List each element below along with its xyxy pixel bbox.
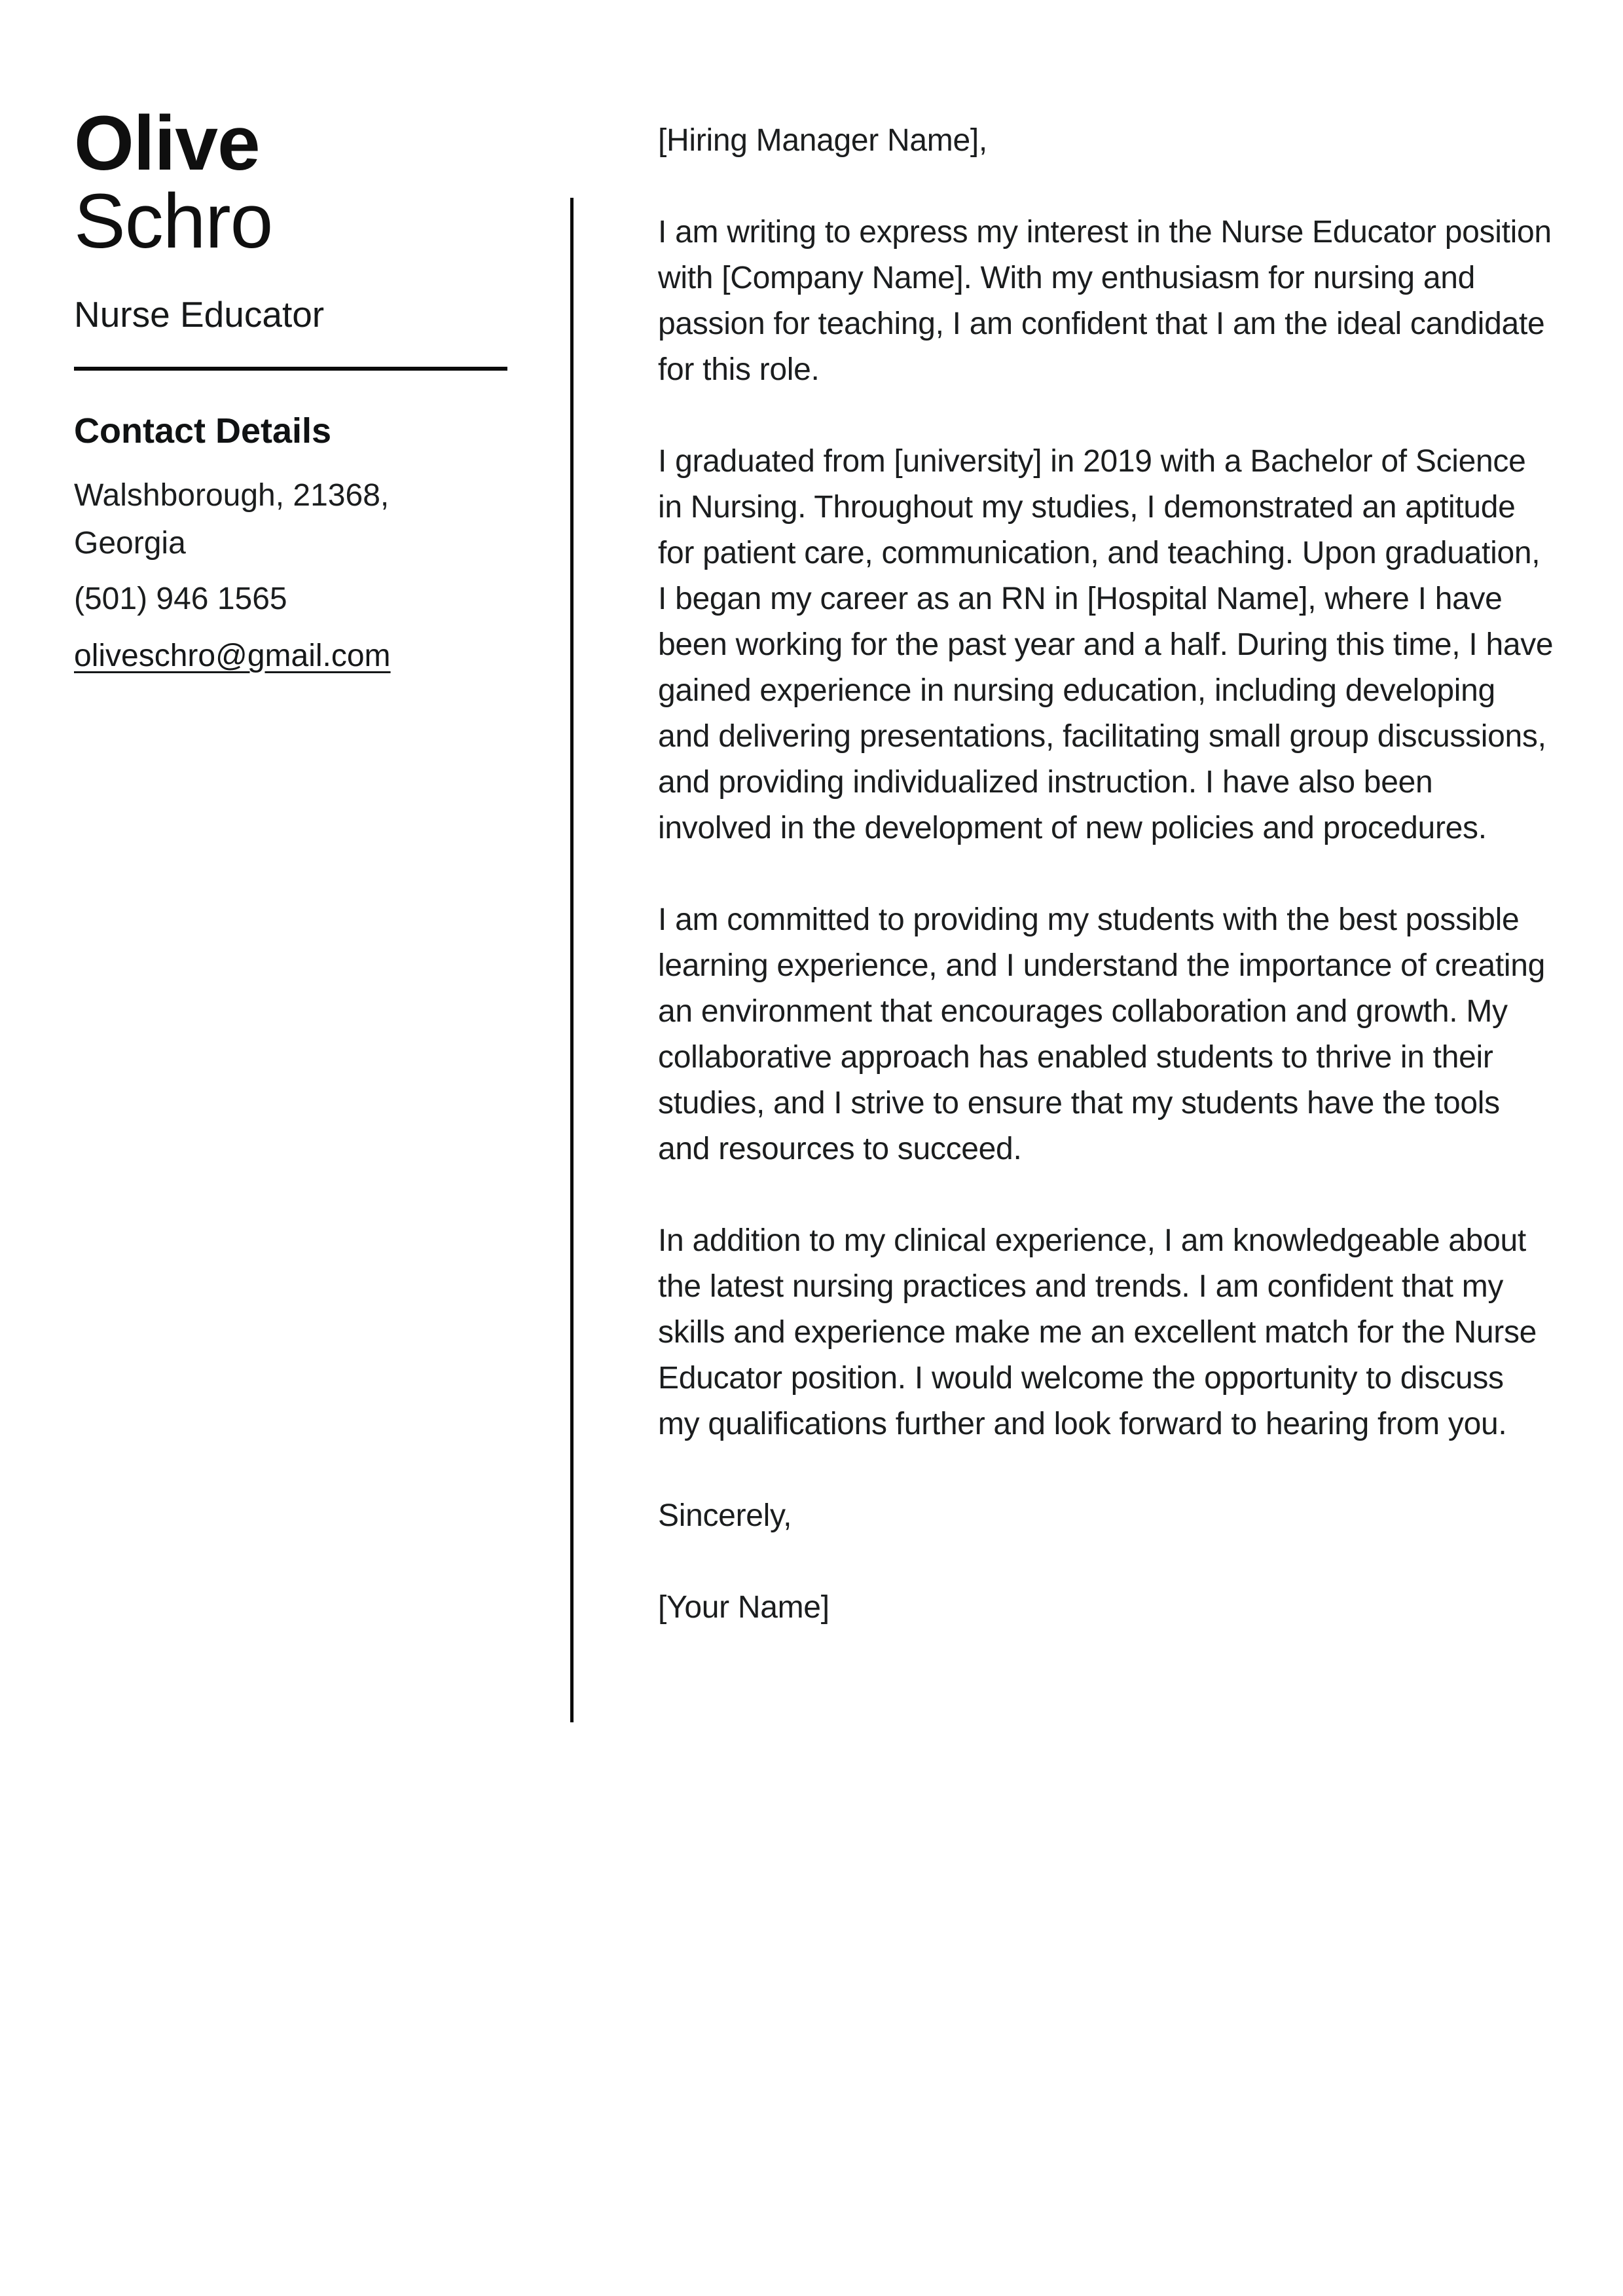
signature: [Your Name] [658, 1590, 830, 1625]
letter-paragraph: I graduated from [university] in 2019 with a Bachelor of Science in Nursing. Throughout my studies, I demonstrated an aptitude for patient care, communication, and teaching. Upon graduation, I began my career as an RN in [Hospital Name], where I have been working for the past year and a half. During this time, I have gained experience in nursing education, including developing and delivering presentations, facilitating small group discussions, and providing individualized instruction. I have also been involved in the development of new policies and procedures. [658, 444, 1554, 845]
contact-email-link[interactable]: oliveschro@gmail.com [74, 639, 391, 673]
salutation: [Hiring Manager Name], [658, 123, 987, 158]
candidate-last-name: Schro [74, 178, 273, 265]
job-title: Nurse Educator [74, 294, 325, 335]
letter-paragraph: In addition to my clinical experience, I am knowledgeable about the latest nursing practices and trends. I am confident that my skills and experience make me an excellent match for the Nurse Educator position. I would welcome the opportunity to discuss my qualifications further and look forward to hearing from you. [658, 1223, 1537, 1441]
sidebar [74, 100, 507, 680]
letter-paragraph: I am writing to express my interest in the Nurse Educator position with [Company Name]. With my enthusiasm for nursing and passion for teaching, I am confident that I am the ideal candidate for this role. [658, 215, 1552, 387]
contact-details-heading: Contact Details [74, 411, 332, 451]
sidebar-divider [74, 367, 507, 371]
column-divider [570, 198, 574, 1722]
contact-address-line-2: Georgia [74, 526, 186, 561]
contact-phone: (501) 946 1565 [74, 582, 287, 616]
candidate-first-name: Olive [74, 100, 260, 187]
candidate-name [74, 100, 507, 265]
letter-body [658, 118, 1554, 1676]
letter-paragraph: I am committed to providing my students with the best possible learning experience, and I understand the importance of creating an environment that encourages collaboration and growth. My collaborative approach has enabled students to thrive in their studies, and I strive to ensure that my students have the tools and resources to succeed. [658, 902, 1546, 1166]
closing: Sincerely, [658, 1498, 792, 1533]
contact-details-block [74, 472, 507, 680]
contact-address-line-1: Walshborough, 21368, [74, 478, 390, 513]
